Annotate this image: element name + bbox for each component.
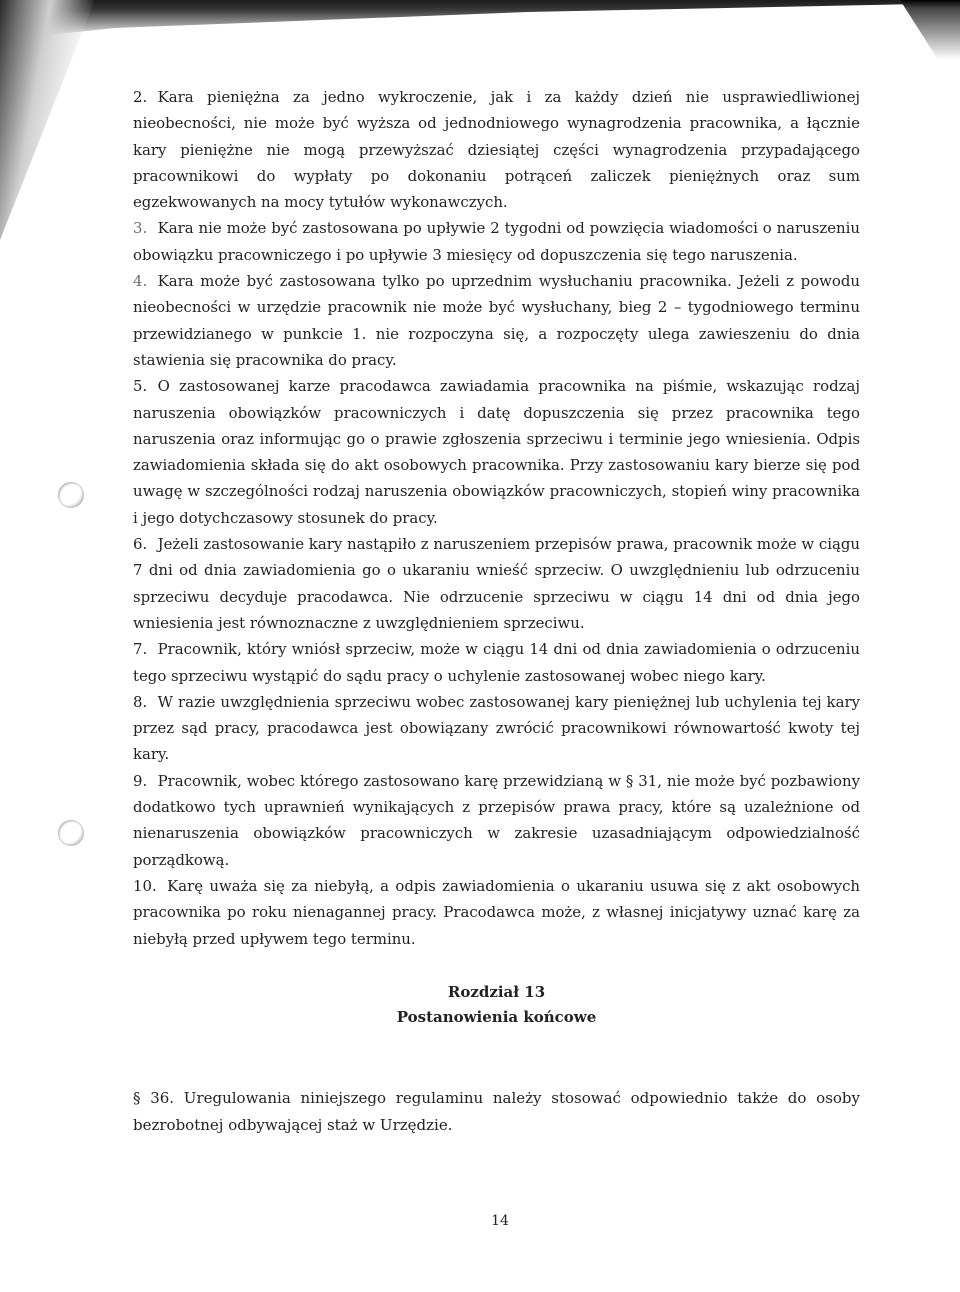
paragraph-number: 7.: [133, 640, 148, 659]
paragraph-9: [133, 768, 860, 873]
paragraph-number: 4.: [133, 272, 148, 291]
scan-shadow-right: [900, 0, 960, 80]
punch-hole-upper: [58, 482, 84, 508]
paragraph-4: [133, 268, 860, 373]
paragraph-number: 8.: [133, 692, 148, 711]
page-number: 14: [491, 1213, 509, 1229]
paragraph-text: W razie uwzględnienia sprzeciwu wobec zastosowanej kary pieniężnej lub uchylenia tej kary przez sąd pracy, pracodawca jest obowiązany zwrócić pracownikowi równowartość kwoty tej kary.: [133, 692, 860, 764]
paragraph-text: Kara pieniężna za jedno wykroczenie, jak i za każdy dzień nie usprawiedliwionej nieobecności, nie może być wyższa od jednodniowego wynagrodzenia pracownika, a łącznie kary pieniężne nie mogą przewyższać dziesiątej części wynagrodzenia przypadającego pracownikowi do wypłaty po dokonaniu potrąceń zaliczek pieniężnych oraz sum egzekwowanych na mocy tytułów wykonawczych.: [133, 88, 860, 212]
section-36: § 36. Uregulowania niniejszego regulaminu należy stosować odpowiednio także do osoby bezrobotnej odbywającej staż w Urzędzie.: [133, 1089, 860, 1134]
paragraph-text: Jeżeli zastosowanie kary nastąpiło z naruszeniem przepisów prawa, pracownik może w ciągu 7 dni od dnia zawiadomienia go o ukaraniu wnieść sprzeciw. O uwzględnieniu lub odrzuceniu sprzeciwu decyduje pracodawca. Nie odrzucenie sprzeciwu w ciągu 14 dni od dnia jego wniesienia jest równoznaczne z uwzględnieniem sprzeciwu.: [133, 535, 860, 632]
paragraph-7: [133, 636, 860, 689]
paragraph-number: 9.: [133, 771, 148, 790]
paragraph-number: 10.: [133, 876, 157, 895]
scan-shadow-left: [0, 0, 95, 240]
paragraph-text: Kara może być zastosowana tylko po uprzednim wysłuchaniu pracownika. Jeżeli z powodu nieobecności w urzędzie pracownik nie może być wysłuchany, bieg 2 – tygodniowego terminu przewidzianego w punkcie 1. nie rozpoczyna się, a rozpoczęty ulega zawieszeniu do dnia stawienia się pracownika do pracy.: [133, 272, 860, 369]
scan-shadow-top: [0, 0, 960, 40]
paragraph-5: [133, 373, 860, 531]
paragraph-2: [133, 84, 860, 215]
paragraph-text: O zastosowanej karze pracodawca zawiadamia pracownika na piśmie, wskazując rodzaj naruszenia obowiązków pracowniczych i datę dopuszczenia się przez pracownika tego naruszenia oraz informując go o prawie zgłoszenia sprzeciwu i terminie jego wniesienia. Odpis zawiadomienia składa się do akt osobowych pracownika. Przy zastosowaniu kary bierze się pod uwagę w szczególności rodzaj naruszenia obowiązków pracowniczych, stopień winy pracownika i jego dotychczasowy stosunek do pracy.: [133, 377, 860, 527]
paragraph-10: [133, 873, 860, 952]
chapter-number: Rozdział 13: [447, 983, 546, 1001]
paragraph-8: [133, 689, 860, 768]
chapter-title: Postanowienia końcowe: [396, 1008, 597, 1026]
paragraph-3: [133, 215, 860, 268]
document-body: [133, 84, 860, 952]
paragraph-text: Pracownik, wobec którego zastosowano karę przewidzianą w § 31, nie może być pozbawiony dodatkowo tych uprawnień wynikających z przepisów prawa pracy, które są uzależnione od nienaruszenia obowiązków pracowniczych w zakresie uzasadniającym odpowiedzialność porządkową.: [133, 771, 860, 869]
paragraph-text: Karę uważa się za niebyłą, a odpis zawiadomienia o ukaraniu usuwa się z akt osobowych pracownika po roku nienagannej pracy. Pracodawca może, z własnej inicjatywy uznać karę za niebyłą przed upływem tego terminu.: [133, 876, 860, 948]
paragraph-6: [133, 531, 860, 636]
paragraph-number: 6.: [133, 535, 148, 554]
paragraph-number: 3.: [133, 219, 148, 238]
paragraph-number: 2.: [133, 88, 148, 106]
paragraph-text: Pracownik, który wniósł sprzeciw, może w ciągu 14 dni od dnia zawiadomienia o odrzuceniu tego sprzeciwu wystąpić do sądu pracy o uchylenie zastosowanej wobec niego kary.: [133, 640, 860, 685]
paragraph-number: 5.: [133, 377, 148, 396]
punch-hole-lower: [58, 820, 84, 846]
paragraph-text: Kara nie może być zastosowana po upływie 2 tygodni od powzięcia wiadomości o naruszeniu obowiązku pracowniczego i po upływie 3 miesięcy od dopuszczenia się tego naruszenia.: [133, 219, 860, 264]
